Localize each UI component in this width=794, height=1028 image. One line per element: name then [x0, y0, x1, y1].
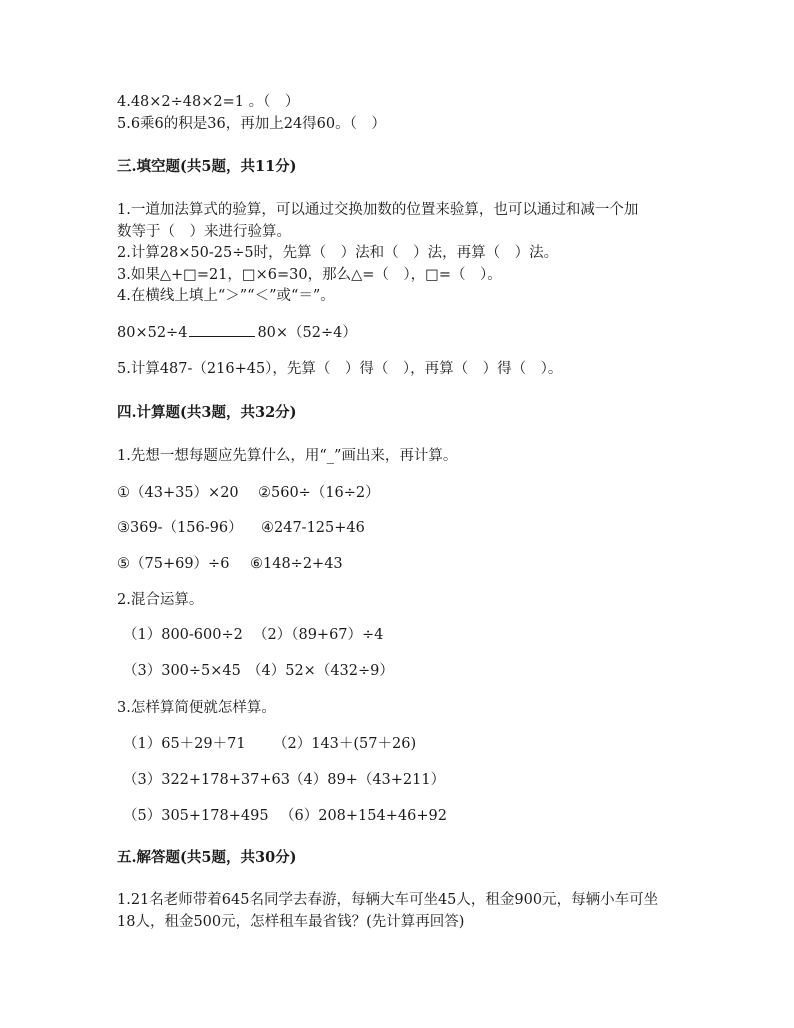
calc-item-2: ②560÷（16÷2） — [258, 485, 380, 501]
section4-q3-row — [123, 806, 447, 826]
section3-q2: 2.计算28×50-25÷5时，先算（ ）法和（ ）法，再算（ ）法。 — [117, 245, 559, 261]
judge-item-4: 4.48×2÷48×2=1 。（ ） — [117, 94, 300, 110]
section5-q1-line2: 18人，租金500元，怎样租车最省钱？(先计算再回答) — [117, 914, 465, 930]
simple-item-5: （5）305+178+495 — [123, 808, 269, 824]
q4-answer-blank[interactable] — [189, 322, 255, 337]
mixed-item-3: （3）300÷5×45 — [123, 663, 241, 679]
calc-item-1: ①（43+35）×20 — [117, 485, 239, 501]
simple-item-2: （2）143＋(57＋26) — [273, 736, 417, 752]
section5-q1-line1: 1.21名老师带着645名同学去春游，每辆大车可坐45人，租金900元，每辆小车可坐 — [117, 892, 659, 908]
mixed-item-1: （1）800-600÷2 — [123, 627, 243, 643]
judge-item-5: 5.6乘6的积是36，再加上24得60。（ ） — [117, 116, 386, 132]
section5-heading: 五.解答题(共5题，共30分) — [117, 849, 297, 866]
section3-heading: 三.填空题(共5题，共11分) — [117, 158, 297, 175]
calc-item-4: ④247-125+46 — [261, 520, 365, 536]
mixed-item-4: （4）52×（432÷9） — [247, 663, 394, 679]
simple-item-3: （3）322+178+37+63 — [123, 772, 290, 788]
section4-q3-row — [123, 734, 416, 754]
section4-q2: 2.混合运算。 — [117, 592, 204, 608]
section4-q2-row — [123, 625, 383, 645]
calc-item-6: ⑥148÷2+43 — [250, 556, 343, 572]
section3-q4-compare — [117, 322, 357, 343]
simple-item-1: （1）65＋29＋71 — [123, 736, 246, 752]
mixed-item-2: （2）（89+67）÷4 — [253, 627, 384, 643]
section3-q4: 4.在横线上填上“＞”“＜”或“＝”。 — [117, 288, 335, 304]
simple-item-6: （6）208+154+46+92 — [280, 808, 447, 824]
simple-item-4: （4）89+（43+211） — [289, 772, 446, 788]
section3-q5: 5.计算487-（216+45），先算（ ）得（ ），再算（ ）得（ ）。 — [117, 361, 563, 377]
section4-q1: 1.先想一想每题应先算什么，用“_”画出来，再计算。 — [117, 448, 458, 464]
q4-left-expression: 80×52÷4 — [117, 325, 188, 341]
q4-right-expression: 80×（52÷4） — [257, 325, 357, 341]
calc-item-3: ③369-（156-96） — [117, 520, 243, 536]
section4-q1-row — [117, 554, 343, 574]
section4-q3-row — [123, 770, 445, 790]
calc-item-5: ⑤（75+69）÷6 — [117, 556, 230, 572]
section3-q1-line2: 数等于（ ）来进行验算。 — [117, 224, 291, 240]
section4-q1-row — [117, 483, 380, 503]
section3-q1-line1: 1.一道加法算式的验算，可以通过交换加数的位置来验算，也可以通过和减一个加 — [117, 202, 639, 218]
section4-q2-row — [123, 661, 394, 681]
section4-heading: 四.计算题(共3题，共32分) — [117, 404, 297, 421]
section3-q3: 3.如果△+□=21，□×6=30，那么△=（ ），□=（ ）。 — [117, 267, 502, 283]
section4-q3: 3.怎样算简便就怎样算。 — [117, 700, 276, 716]
section4-q1-row — [117, 518, 365, 538]
